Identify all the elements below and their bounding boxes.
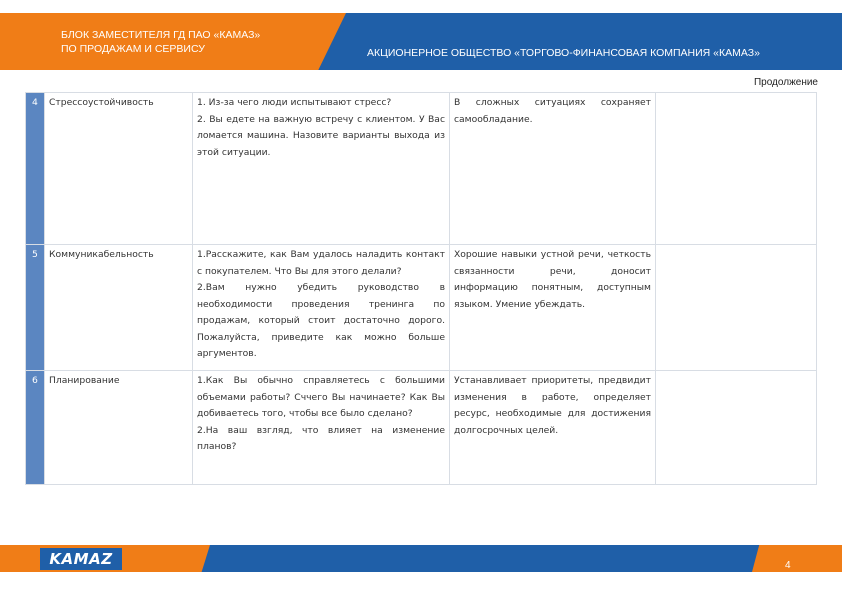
score-cell [656,371,817,485]
score-cell [656,245,817,371]
table-row [26,93,817,245]
question-text: 1.Расскажите, как Вам удалось наладить контакт с покупателем. Что Вы для этого делали? 2.Вам нужно убедить руководство в необходимости проведения тренинга по продажам, который стоит достаточно дорого. Пожалуйста, приведите как можно больше аргументов. [197,249,445,359]
interview-questions [193,93,450,245]
interview-questions [193,245,450,371]
table-row [26,371,817,485]
expected-answer: Устанавливает приоритеты, предвидит изменения в работе, определяет ресурс, необходимые для достижения долгосрочных целей. [450,371,656,485]
competency-name: Стрессоустойчивость [45,93,193,245]
header-department-line2: ПО ПРОДАЖАМ И СЕРВИСУ [61,43,205,55]
row-number: 6 [26,371,45,485]
question-text: 1. Из-за чего люди испытывают стресс? 2. Вы едете на важную встречу с клиентом. У Вас ломается машина. Назовите варианты выхода из этой ситуации. [197,97,445,158]
header-company: АКЦИОНЕРНОЕ ОБЩЕСТВО «ТОРГОВО-ФИНАНСОВАЯ КОМПАНИЯ «КАМАЗ» [367,47,760,59]
continuation-label: Продолжение [753,77,818,88]
question-text: 1.Как Вы обычно справляетесь с большими объемами работы? Сччего Вы начинаете? Как Вы добиваетесь того, чтобы все было сделано? 2.На ваш взгляд, что влияет на изменение планов? [197,375,445,452]
row-number: 5 [26,245,45,371]
table-row [26,245,817,371]
score-cell [656,93,817,245]
footer-orange-right [752,545,842,572]
competency-table [25,92,817,485]
kamaz-logo: KAMAZ [40,548,122,570]
competency-name: Коммуникабельность [45,245,193,371]
interview-questions [193,371,450,485]
page-number: 4 [785,560,791,571]
expected-answer: Хорошие навыки устной речи, четкость связанности речи, доносит информацию понятным, доступным языком. Умение убеждать. [450,245,656,371]
competency-name: Планирование [45,371,193,485]
header-department [61,28,321,56]
header-department-line1: БЛОК ЗАМЕСТИТЕЛЯ ГД ПАО «КАМАЗ» [61,29,261,41]
row-number: 4 [26,93,45,245]
expected-answer: В сложных ситуациях сохраняет самообладание. [450,93,656,245]
